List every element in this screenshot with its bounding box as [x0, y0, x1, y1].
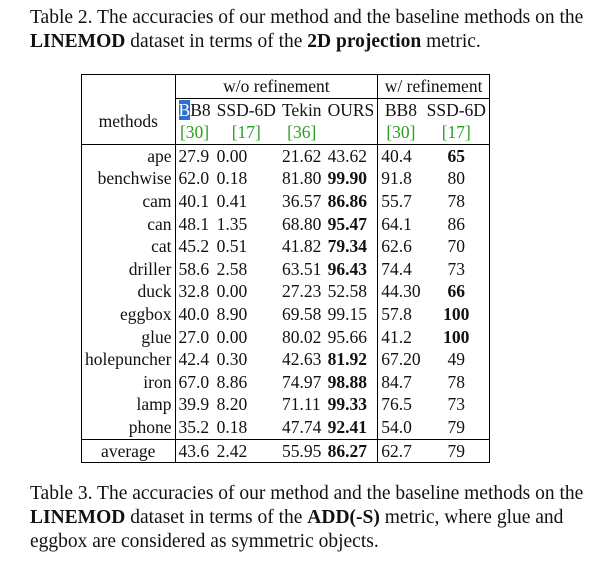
cell-value: 80.02: [281, 326, 322, 347]
cell-value: 100: [443, 303, 470, 324]
results-table: [81, 74, 490, 463]
value-cell: [424, 416, 490, 439]
value-cell: [214, 393, 279, 416]
table-row: [82, 371, 490, 394]
cell-value: 65: [447, 145, 466, 166]
cell-value: 81.80: [281, 168, 322, 189]
cell-value: 48.1: [178, 213, 210, 234]
cell-value: 0.18: [216, 168, 248, 189]
object-name: duck: [137, 281, 172, 302]
value-cell: [325, 393, 378, 416]
cell-value: 27.23: [281, 281, 322, 302]
cell-value: 99.90: [327, 168, 367, 189]
cell-value: 64.1: [381, 213, 412, 234]
results-body: [82, 144, 490, 462]
value-cell: [325, 235, 378, 258]
table-row: [82, 303, 490, 326]
caption-middle: dataset in terms of the: [125, 507, 308, 528]
caption-metric: 2D projection: [307, 31, 422, 52]
cell-value: 66: [447, 281, 466, 302]
value-cell: [175, 190, 214, 213]
column-header: [279, 98, 325, 144]
value-cell: [214, 348, 279, 371]
value-cell: [279, 348, 325, 371]
value-cell: [424, 303, 490, 326]
cell-value: 74.4: [381, 258, 412, 279]
cell-value: 49: [447, 349, 466, 370]
value-cell: [214, 303, 279, 326]
value-cell: [378, 213, 424, 236]
table-row: [82, 416, 490, 439]
value-cell: [175, 213, 214, 236]
cell-value: 98.88: [327, 371, 367, 392]
value-cell: [279, 144, 325, 167]
citation-link[interactable]: [17]: [441, 122, 471, 143]
cell-value: 76.5: [381, 394, 412, 415]
value-cell: [424, 280, 490, 303]
value-cell: [424, 371, 490, 394]
cell-value: 41.2: [381, 326, 412, 347]
value-cell: [175, 280, 214, 303]
value-cell: [325, 190, 378, 213]
caption-suffix: metric.: [421, 31, 481, 52]
column-name: [282, 100, 322, 120]
cell-value: 74.97: [281, 371, 322, 392]
cell-value: 96.43: [327, 258, 367, 279]
cell-value: 36.57: [281, 190, 322, 211]
value-cell: [378, 144, 424, 167]
value-cell: [378, 235, 424, 258]
cell-value: 0.00: [216, 326, 248, 347]
value-cell: [325, 303, 378, 326]
cell-value: 86.27: [327, 440, 367, 461]
group-header-w-refinement: w/ refinement: [378, 75, 490, 99]
object-name: ape: [82, 144, 176, 167]
table-row: [82, 393, 490, 416]
table-row: [82, 348, 490, 371]
cell-value: 1.35: [216, 213, 248, 234]
column-header: [214, 98, 279, 144]
value-cell: [175, 326, 214, 349]
object-name: lamp: [136, 394, 172, 415]
value-cell: [378, 348, 424, 371]
column-header: [325, 98, 378, 144]
value-cell: [175, 235, 214, 258]
value-cell: [378, 190, 424, 213]
value-cell: [378, 439, 424, 463]
cell-value: 47.74: [281, 416, 322, 437]
cell-value: 21.62: [281, 145, 322, 166]
object-name: eggbox: [119, 303, 172, 324]
value-cell: [214, 213, 279, 236]
value-cell: [279, 280, 325, 303]
cell-value: 32.8: [178, 281, 210, 302]
value-cell: [175, 371, 214, 394]
caption-suffix: metric, where glue and eggbox are considered as symmetric objects.: [30, 507, 564, 552]
group-header-wo-refinement: w/o refinement: [175, 75, 378, 99]
methods-header: methods: [98, 110, 158, 131]
cell-value: 67.20: [381, 349, 421, 370]
table-row: [82, 326, 490, 349]
value-cell: [214, 167, 279, 190]
column-name-text: BB8: [384, 99, 417, 120]
value-cell: [279, 235, 325, 258]
cell-value: 58.6: [178, 258, 210, 279]
object-name: iron: [143, 371, 172, 392]
cell-value: 79: [447, 440, 466, 461]
value-cell: [175, 167, 214, 190]
cell-value: 27.9: [178, 145, 210, 166]
object-name: benchwise: [97, 168, 172, 189]
cell-value: 91.8: [381, 168, 412, 189]
caption-middle: dataset in terms of the: [125, 31, 308, 52]
value-cell: [424, 439, 490, 463]
cell-value: 57.8: [381, 303, 412, 324]
column-name: [179, 100, 211, 120]
cell-value: 70: [447, 236, 466, 257]
header-blank-cell: [82, 75, 176, 99]
cell-value: 40.0: [178, 303, 210, 324]
value-cell: [279, 213, 325, 236]
cell-value: 0.00: [216, 281, 248, 302]
cell-value: 0.18: [216, 416, 248, 437]
value-cell: [378, 393, 424, 416]
column-name-text: SSD-6D: [216, 99, 276, 120]
table-row: [82, 258, 490, 281]
value-cell: [279, 303, 325, 326]
cell-value: 52.58: [327, 281, 367, 302]
caption-dataset: LINEMOD: [30, 31, 126, 52]
cell-value: 0.41: [216, 190, 248, 211]
value-cell: [424, 235, 490, 258]
cell-value: 73: [447, 258, 466, 279]
value-cell: [378, 258, 424, 281]
object-name: average: [82, 439, 176, 463]
column-name-text: Tekin: [281, 99, 322, 120]
cell-value: 69.58: [281, 303, 322, 324]
value-cell: [378, 280, 424, 303]
value-cell: [325, 371, 378, 394]
cell-value: 80: [447, 168, 466, 189]
caption-prefix: Table 2. The accuracies of our method and the baseline methods on the: [30, 7, 584, 28]
cell-value: 27.0: [178, 326, 210, 347]
value-cell: [214, 258, 279, 281]
caption-metric: ADD(-S): [307, 507, 380, 528]
cell-value: 71.11: [281, 394, 321, 415]
value-cell: [175, 303, 214, 326]
object-name: can: [147, 213, 172, 234]
value-cell: [424, 144, 490, 167]
object-name: holepuncher: [85, 349, 172, 370]
value-cell: [279, 167, 325, 190]
cell-value: 0.00: [216, 145, 248, 166]
object-name: cam: [142, 190, 172, 211]
cell-value: 100: [443, 326, 470, 347]
cell-value: 67.0: [178, 371, 210, 392]
cell-value: 35.2: [178, 416, 210, 437]
citation-link[interactable]: [30]: [179, 122, 210, 143]
cell-value: 86: [447, 213, 466, 234]
table-3-caption: [30, 482, 590, 554]
value-cell: [424, 258, 490, 281]
table-row: [82, 190, 490, 213]
table-row: [82, 235, 490, 258]
value-cell: [175, 144, 214, 167]
value-cell: [378, 303, 424, 326]
citation-link[interactable]: [30]: [386, 122, 416, 143]
cell-value: 45.2: [178, 236, 210, 257]
value-cell: [325, 326, 378, 349]
object-name: cat: [151, 236, 172, 257]
caption-prefix: Table 3. The accuracies of our method and the baseline methods on the: [30, 483, 584, 504]
value-cell: [378, 326, 424, 349]
cell-value: 99.33: [327, 394, 367, 415]
cell-value: 73: [447, 394, 466, 415]
value-cell: [378, 167, 424, 190]
table-row: [82, 144, 490, 167]
value-cell: [424, 190, 490, 213]
value-cell: [325, 280, 378, 303]
value-cell: [279, 393, 325, 416]
value-cell: [325, 144, 378, 167]
cell-value: 0.30: [216, 349, 248, 370]
cell-value: 2.42: [216, 440, 248, 461]
caption-dataset: LINEMOD: [30, 507, 126, 528]
value-cell: [378, 371, 424, 394]
cell-value: 39.9: [178, 394, 210, 415]
value-cell: [325, 416, 378, 439]
cell-value: 43.6: [178, 440, 210, 461]
column-name: [427, 100, 486, 120]
cell-value: 43.62: [327, 145, 367, 166]
value-cell: [325, 167, 378, 190]
cell-value: 79: [447, 416, 466, 437]
column-name: [328, 100, 375, 120]
cell-value: 0.51: [216, 236, 248, 257]
cell-value: 84.7: [381, 371, 412, 392]
cell-value: 62.6: [381, 236, 412, 257]
table-row: [82, 213, 490, 236]
object-name: phone: [128, 416, 172, 437]
value-cell: [175, 393, 214, 416]
value-cell: [214, 235, 279, 258]
group-header-row: [82, 75, 490, 99]
cell-value: 78: [447, 190, 466, 211]
value-cell: [424, 213, 490, 236]
object-name: glue: [141, 326, 172, 347]
column-header: [424, 98, 490, 144]
cell-value: 92.41: [327, 416, 367, 437]
cell-value: 78: [447, 371, 466, 392]
cell-value: 81.92: [327, 349, 367, 370]
value-cell: [279, 439, 325, 463]
value-cell: [175, 258, 214, 281]
column-name-text: OURS: [327, 99, 375, 120]
column-header: [378, 98, 424, 144]
cell-value: 95.66: [327, 326, 367, 347]
cell-value: 55.95: [281, 440, 322, 461]
cell-value: 42.4: [178, 349, 210, 370]
average-row: [82, 439, 490, 463]
value-cell: [325, 439, 378, 463]
value-cell: [175, 416, 214, 439]
value-cell: [424, 393, 490, 416]
value-cell: [378, 416, 424, 439]
value-cell: [279, 258, 325, 281]
value-cell: [214, 190, 279, 213]
cell-value: 2.58: [216, 258, 248, 279]
cell-value: 86.86: [327, 190, 367, 211]
value-cell: [214, 371, 279, 394]
citation-link[interactable]: [36]: [287, 122, 317, 143]
value-cell: [279, 190, 325, 213]
cell-value: 54.0: [381, 416, 412, 437]
cell-value: 44.30: [381, 281, 421, 302]
value-cell: [175, 348, 214, 371]
cell-value: 63.51: [281, 258, 322, 279]
value-cell: [424, 326, 490, 349]
value-cell: [214, 326, 279, 349]
cell-value: 40.1: [178, 190, 210, 211]
cell-value: 42.63: [281, 349, 322, 370]
cell-value: 95.47: [327, 213, 367, 234]
column-name: [217, 100, 276, 120]
object-name: driller: [128, 258, 172, 279]
value-cell: [214, 280, 279, 303]
value-cell: [279, 371, 325, 394]
cell-value: 62.7: [381, 440, 412, 461]
table-row: [82, 167, 490, 190]
cell-value: 79.34: [327, 236, 367, 257]
cell-value: 68.80: [281, 213, 322, 234]
column-header-row: [82, 98, 490, 144]
value-cell: [214, 439, 279, 463]
cell-value: 8.20: [216, 394, 248, 415]
column-name-text: B8: [190, 99, 211, 120]
cell-value: 99.15: [327, 303, 367, 324]
table-2-caption: [30, 6, 590, 54]
cell-value: 8.86: [216, 371, 248, 392]
citation-link: [328, 121, 375, 144]
value-cell: [325, 258, 378, 281]
value-cell: [214, 144, 279, 167]
value-cell: [279, 416, 325, 439]
selected-char: B: [178, 99, 191, 120]
column-name-text: SSD-6D: [426, 99, 486, 120]
cell-value: 41.82: [281, 236, 322, 257]
cell-value: 62.0: [178, 168, 210, 189]
cell-value: 8.90: [216, 303, 248, 324]
value-cell: [325, 213, 378, 236]
column-header: [175, 98, 214, 144]
value-cell: [424, 167, 490, 190]
value-cell: [175, 439, 214, 463]
value-cell: [424, 348, 490, 371]
table-row: [82, 280, 490, 303]
column-name: [385, 100, 417, 120]
value-cell: [279, 326, 325, 349]
value-cell: [325, 348, 378, 371]
value-cell: [214, 416, 279, 439]
cell-value: 55.7: [381, 190, 412, 211]
cell-value: 40.4: [381, 145, 412, 166]
citation-link[interactable]: [17]: [231, 122, 261, 143]
